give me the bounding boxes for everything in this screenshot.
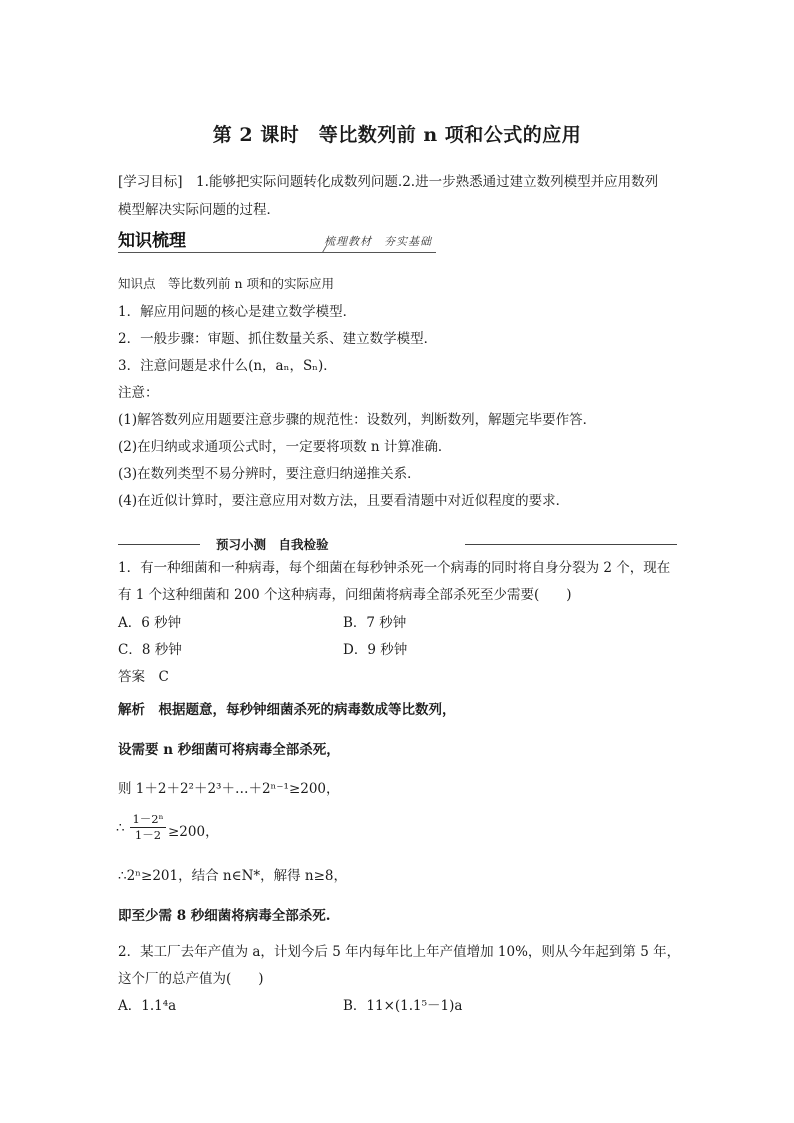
fraction-inequality: ≥200， <box>168 824 219 840</box>
practice-divider <box>118 534 678 554</box>
therefore-symbol: ∴ <box>116 820 125 836</box>
knowledge-item-1: 1．解应用问题的核心是建立数学模型． <box>118 304 357 320</box>
question-1-line-1: 1．有一种细菌和一种病毒，每个细菌在每秒钟杀死一个病毒的同时将自身分裂为 2 个，现在 <box>118 560 671 576</box>
question-2-option-a: A．1.1⁴a <box>118 998 177 1014</box>
note-label: 注意： <box>118 385 159 401</box>
section-title: 知识梳理 <box>118 231 186 251</box>
question-1-option-c: C．8 秒钟 <box>118 642 182 658</box>
page-title: 第 2 课时 等比数列前 n 项和公式的应用 <box>212 124 582 146</box>
analysis-line-4: ∴2ⁿ≥201，结合 n∈N*，解得 n≥8， <box>118 868 348 884</box>
section-subtitle: 梳理教材 夯实基础 <box>324 235 432 248</box>
knowledge-item-2: 2．一般步骤：审题、抓住数量关系、建立数学模型． <box>118 331 438 347</box>
fraction <box>130 812 166 842</box>
note-1: (1)解答数列应用题要注意步骤的规范性：设数列，判断数列，解题完毕要作答． <box>118 412 597 428</box>
objectives-line-2: 模型解决实际问题的过程． <box>118 202 280 218</box>
section-underline <box>118 252 436 253</box>
analysis-line-3: 则 1＋2＋2²＋2³＋…＋2ⁿ⁻¹≥200， <box>118 781 340 797</box>
question-2-line-2: 这个厂的总产值为( ) <box>118 971 264 987</box>
analysis-line-5: 即至少需 8 秒细菌将病毒全部杀死. <box>118 908 331 924</box>
question-1-line-2: 有 1 个这种细菌和 200 个这种病毒，问细菌将病毒全部杀死至少需要( ) <box>118 587 572 603</box>
analysis-line-1: 解析 根据题意，每秒钟细菌杀死的病毒数成等比数列， <box>118 702 456 718</box>
analysis-line-2: 设需要 n 秒细菌可将病毒全部杀死， <box>118 742 340 758</box>
objectives-line-1: [学习目标] 1.能够把实际问题转化成数列问题.2.进一步熟悉通过建立数列模型并应用数列 <box>118 174 659 190</box>
question-2-line-1: 2．某工厂去年产值为 a，计划今后 5 年内每年比上年产值增加 10%，则从今年起到第 5 年， <box>118 944 681 960</box>
practice-divider-label: 预习小测 自我检验 <box>216 537 329 552</box>
note-4: (4)在近似计算时，要注意应用对数方法，且要看清题中对近似程度的要求． <box>118 493 570 509</box>
question-1-option-a: A．6 秒钟 <box>118 615 182 631</box>
question-1-answer: 答案 C <box>118 669 169 685</box>
question-2-option-b: B．11×(1.1⁵－1)a <box>343 998 463 1014</box>
note-3: (3)在数列类型不易分辨时，要注意归纳递推关系． <box>118 466 421 482</box>
question-1-option-d: D．9 秒钟 <box>343 642 408 658</box>
knowledge-item-3: 3．注意问题是求什么(n，aₙ，Sₙ)． <box>118 358 337 374</box>
fraction-denominator: 1－2 <box>134 828 162 842</box>
knowledge-point-heading: 知识点 等比数列前 n 项和的实际应用 <box>118 276 334 291</box>
divider-rule-left <box>118 544 200 545</box>
question-1-option-b: B．7 秒钟 <box>343 615 407 631</box>
divider-rule-right <box>465 544 677 545</box>
fraction-numerator: 1－2ⁿ <box>130 812 166 828</box>
section-header <box>118 226 436 256</box>
note-2: (2)在归纳或求通项公式时，一定要将项数 n 计算准确． <box>118 439 452 455</box>
